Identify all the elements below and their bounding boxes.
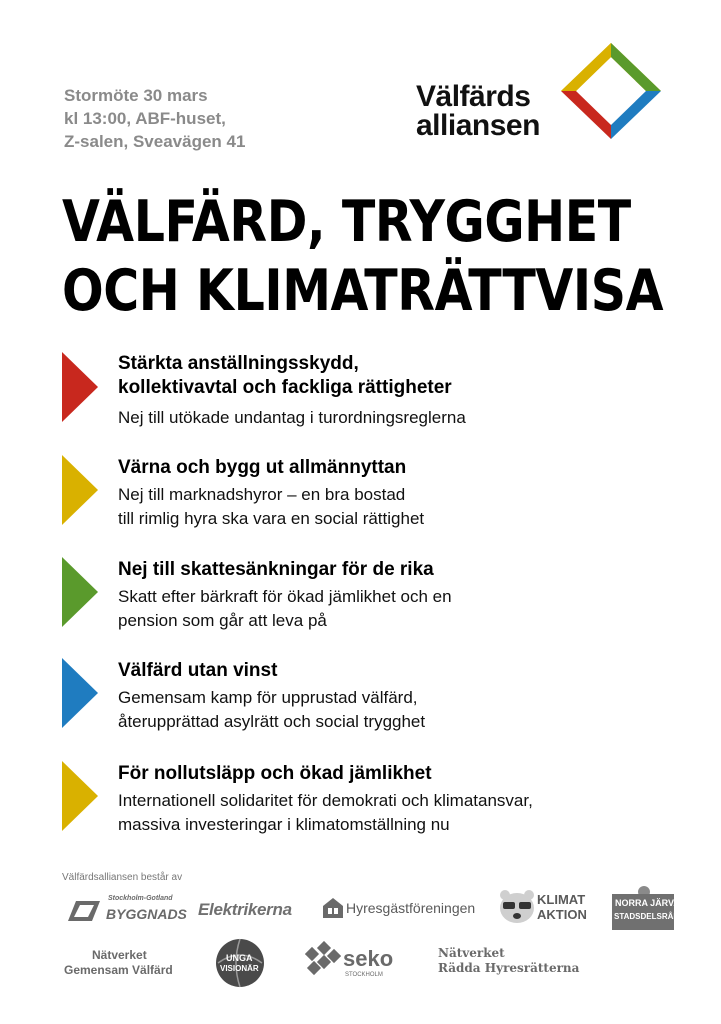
demand-title: Nej till skattesänkningar för de rika <box>118 559 434 580</box>
arrow-icon <box>62 761 98 831</box>
members-label: Välfärdsalliansen består av <box>62 872 183 883</box>
headline <box>62 188 663 326</box>
polar-bear-icon <box>497 888 537 926</box>
demand-title: kollektivavtal och fackliga rättigheter <box>118 377 452 398</box>
elektrikerna-logo: Elektrikerna <box>198 900 292 919</box>
norra-jarva-text: NORRA JÄRVA <box>615 898 680 908</box>
aktion-text: AKTION <box>537 907 587 922</box>
demand-title: Värna och bygg ut allmännyttan <box>118 457 407 478</box>
seko-stockholm-text: STOCKHOLM <box>345 972 383 978</box>
radda-hyresratterna-line-1: Nätverket <box>438 946 505 960</box>
logo-bottom-left-piece <box>561 91 611 139</box>
event-time-place: kl 13:00, ABF-huset, <box>64 109 226 128</box>
gemensam-valfard-line-2: Gemensam Välfärd <box>64 963 173 977</box>
demand-description: Skatt efter bärkraft för ökad jämlikhet och en <box>118 587 452 606</box>
gemensam-valfard-line-1: Nätverket <box>92 948 147 962</box>
demand-description: Nej till marknadshyror – en bra bostad <box>118 485 406 504</box>
demand-title: För nollutsläpp och ökad jämlikhet <box>118 763 432 784</box>
klimat-text: KLIMAT <box>537 892 586 907</box>
byggnads-region: Stockholm-Gotland <box>108 895 173 902</box>
demand-description: Gemensam kamp för upprustad välfärd, <box>118 688 418 707</box>
byggnads-house-icon <box>64 897 100 921</box>
demand-description: Nej till utökade undantag i turordningsreglerna <box>118 408 466 427</box>
byggnads-logo <box>64 893 187 927</box>
klimataktion-logo <box>497 886 587 926</box>
hyresgastforeningen-icon <box>322 897 344 919</box>
valfardsalliansen-logo-text <box>416 82 540 140</box>
arrow-icon <box>62 352 98 422</box>
seko-text: seko <box>343 946 394 971</box>
demand-description: massiva investeringar i klimatomställning nu <box>118 815 450 834</box>
radda-hyresratterna-line-2: Rädda Hyresrätterna <box>438 961 580 975</box>
logo-bottom-right-piece <box>611 91 661 139</box>
headline-line-1: VÄLFÄRD, TRYGGHET <box>62 189 631 255</box>
demand-description: Internationell solidaritet för demokrati och klimatansvar, <box>118 791 533 810</box>
event-address: Z-salen, Sveavägen 41 <box>64 132 246 151</box>
stadsdelsrad-text: STADSDELSRÅD <box>614 912 680 921</box>
byggnads-name: BYGGNADS <box>106 906 187 922</box>
logo-top-right-piece <box>611 43 661 91</box>
arrow-icon <box>62 557 98 627</box>
logo-top-left-fill <box>561 43 611 91</box>
demand-description: återupprättad asylrätt och social trygghet <box>118 712 426 731</box>
seko-icon <box>305 941 341 977</box>
event-info <box>64 84 245 153</box>
headline-line-2: OCH KLIMATRÄTTVISA <box>62 258 664 324</box>
demand-description: till rimlig hyra ska vara en social rättighet <box>118 509 425 528</box>
unga-text: UNGA <box>226 953 253 963</box>
demand-title: Välfärd utan vinst <box>118 660 278 681</box>
arrow-icon <box>62 658 98 728</box>
visionar-text: VISIONÄR <box>220 964 259 973</box>
unga-visionarer-logo <box>214 937 266 989</box>
event-date: Stormöte 30 mars <box>64 86 208 105</box>
hyresgastforeningen-logo: Hyresgästföreningen <box>346 900 476 916</box>
norra-jarva-logo <box>612 882 680 932</box>
logo-line-2: alliansen <box>416 109 540 142</box>
diamond-logo-icon <box>561 43 661 139</box>
demand-description: pension som går att leva på <box>118 611 327 630</box>
unga-visionarer-badge-icon <box>214 937 266 989</box>
demand-title: Stärkta anställningsskydd, <box>118 353 359 374</box>
arrow-icon <box>62 455 98 525</box>
logo-line-1: Välfärds <box>416 80 531 113</box>
